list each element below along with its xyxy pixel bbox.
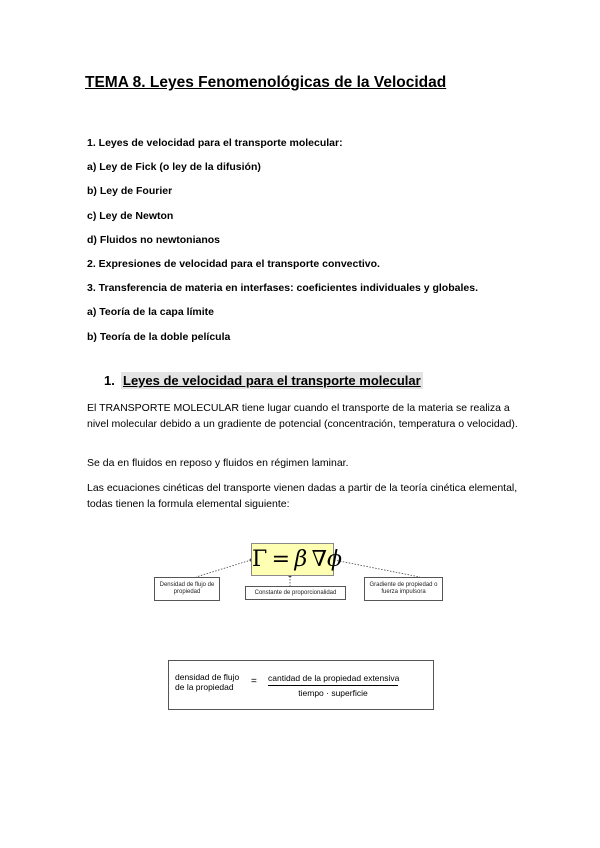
topic-item: 1. Leyes de velocidad para el transporte molecular: — [87, 137, 343, 149]
section-number: 1. — [104, 373, 115, 388]
rate-law-formula — [251, 543, 343, 576]
paragraph: El TRANSPORTE MOLECULAR tiene lugar cuando el transporte de la materia se realiza a nivel molecular debido a un gradiente de potencial (concentración, temperatura o velocidad). — [87, 402, 518, 430]
topic-item: d) Fluidos no newtonianos — [87, 233, 220, 246]
nabla-symbol: ∇ — [311, 547, 328, 572]
section-heading-text: Leyes de velocidad para el transporte molecular — [123, 373, 421, 388]
topic-item: a) Ley de Fick (o ley de la difusión) — [87, 161, 261, 174]
topic-item: 2. Expresiones de velocidad para el transporte convectivo. — [87, 257, 380, 270]
flux-density-label: Densidad de flujo de propiedad — [154, 577, 220, 601]
paragraph: Las ecuaciones cinéticas del transporte vienen dadas a partir de la teoría cinética elemental, todas tienen la formula elemental siguiente: — [87, 482, 518, 510]
definition-equals: = — [251, 676, 257, 687]
beta-symbol: β — [294, 547, 308, 572]
definition-lhs: densidad de flujo de la propiedad — [175, 672, 240, 692]
page-title: TEMA 8. Leyes Fenomenológicas de la Velocidad — [85, 74, 447, 91]
definition-denominator: tiempo · superficie — [298, 688, 368, 698]
topic-item: b) Teoría de la doble película — [87, 330, 231, 343]
phi-symbol: ϕ — [327, 547, 343, 572]
flux-definition-box — [168, 660, 434, 710]
paragraph: Se da en fluidos en reposo y fluidos en régimen laminar. — [87, 457, 349, 469]
gradient-label: Gradiente de propiedad o fuerza impulsora — [364, 577, 443, 601]
proportionality-constant-label: Constante de proporcionalidad — [245, 586, 346, 600]
topic-item: c) Ley de Newton — [87, 209, 174, 222]
gamma-symbol: Γ — [252, 547, 268, 572]
definition-numerator: cantidad de la propiedad extensiva — [268, 673, 400, 683]
topic-item: a) Teoría de la capa límite — [87, 306, 215, 319]
connector-flux — [196, 560, 251, 577]
topic-item: b) Ley de Fourier — [87, 185, 173, 198]
fraction-bar — [268, 685, 398, 686]
connector-gradient — [334, 560, 420, 577]
topic-item: 3. Transferencia de materia en interfases: coeficientes individuales y globales. — [87, 282, 478, 295]
equals-sign: = — [271, 547, 291, 572]
